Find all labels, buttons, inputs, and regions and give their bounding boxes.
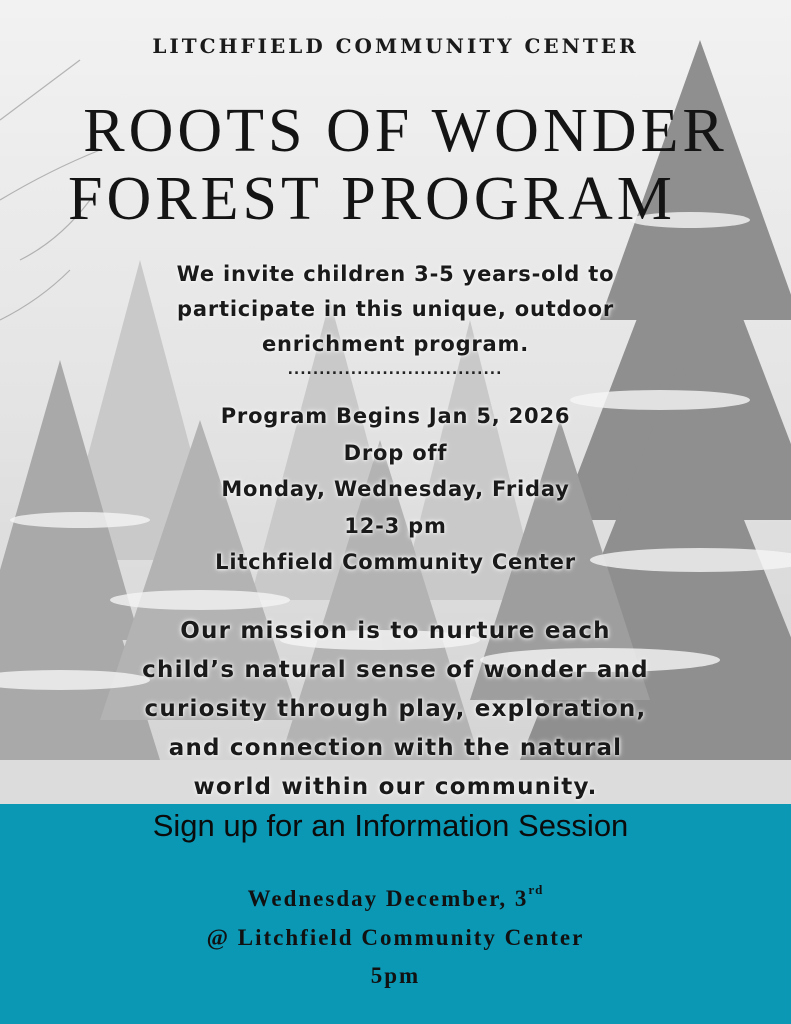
invitation-line: We invite children 3-5 years-old to <box>176 262 615 286</box>
dotted-divider: .................................. <box>287 362 503 378</box>
mission-line: world within our community. <box>193 774 598 800</box>
program-start-date: Program Begins Jan 5, 2026 <box>220 404 571 428</box>
invitation-line: participate in this unique, outdoor <box>177 297 614 321</box>
invitation-text <box>0 257 791 362</box>
organization-name: LITCHFIELD COMMUNITY CENTER <box>152 34 639 58</box>
program-schedule <box>0 398 791 581</box>
mission-line: and connection with the natural <box>168 735 623 761</box>
signup-heading: Sign up for an Information Session <box>152 808 629 843</box>
date-ordinal-suffix: rd <box>528 882 544 897</box>
invitation-line: enrichment program. <box>261 332 529 356</box>
program-title-line-1: ROOTS OF WONDER <box>83 97 728 165</box>
session-date-text: Wednesday December, 3 <box>247 886 529 911</box>
mission-statement <box>0 612 791 807</box>
session-time: 5pm <box>370 963 421 988</box>
mission-line: child’s natural sense of wonder and <box>142 657 649 683</box>
program-days: Monday, Wednesday, Friday <box>221 477 570 501</box>
program-type: Drop off <box>343 440 448 465</box>
program-location: Litchfield Community Center <box>215 550 576 574</box>
program-title-line-2: FOREST PROGRAM <box>68 165 676 233</box>
mission-line: Our mission is to nurture each <box>180 618 611 644</box>
program-time: 12-3 pm <box>344 513 447 538</box>
session-location: @ Litchfield Community Center <box>206 925 585 950</box>
session-date <box>0 882 791 912</box>
mission-line: curiosity through play, exploration, <box>144 696 647 722</box>
